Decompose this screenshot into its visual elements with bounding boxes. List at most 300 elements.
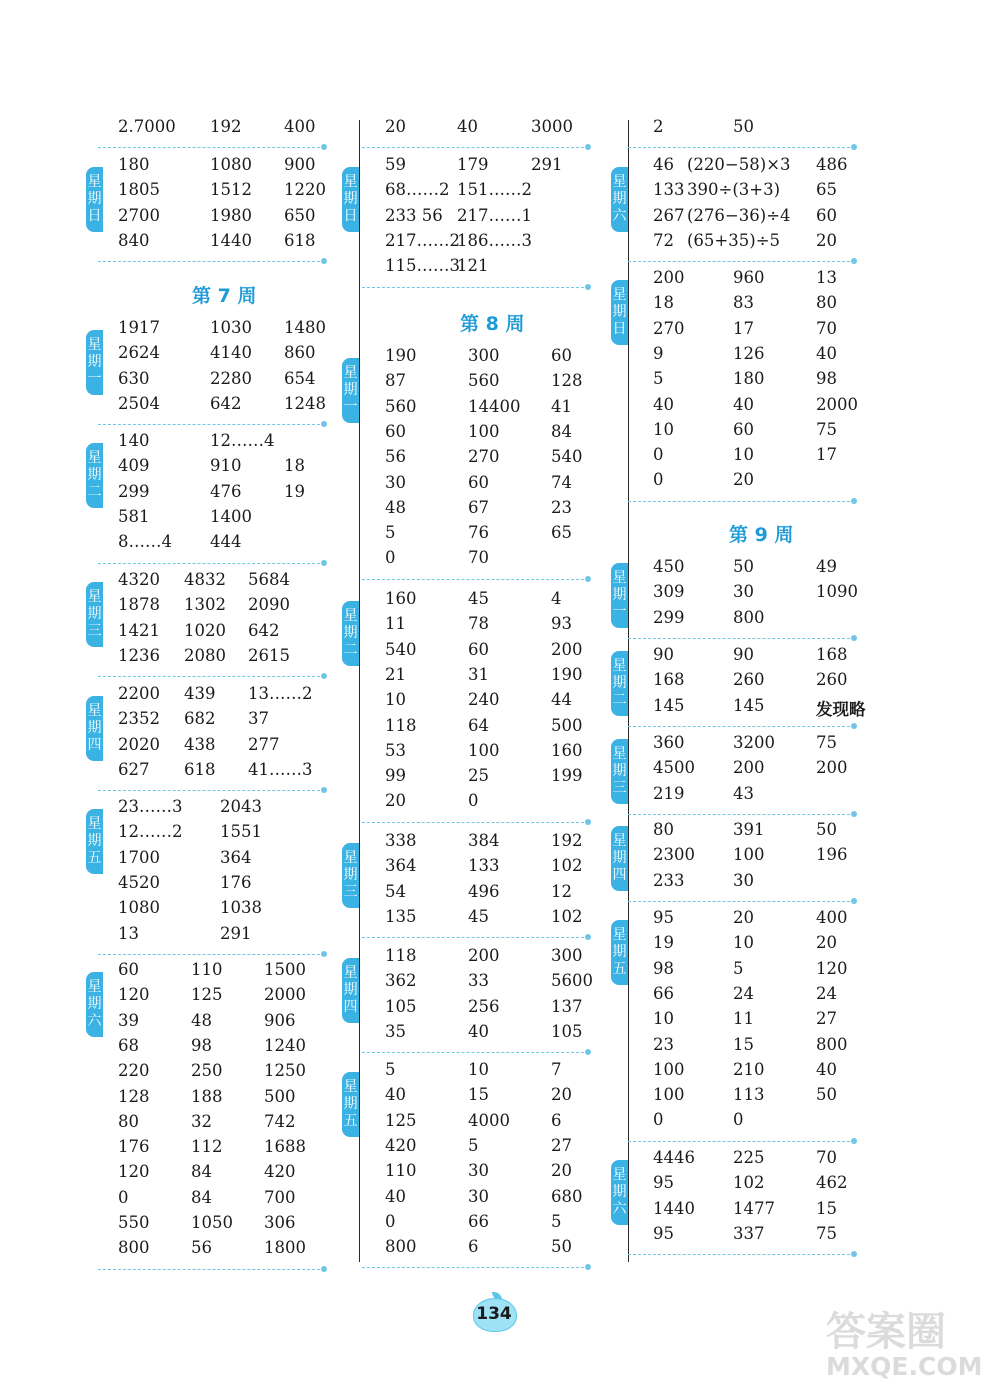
- answer-value: 309: [653, 582, 685, 602]
- answer-value: 800: [118, 1238, 150, 1258]
- answer-value: 540: [385, 639, 417, 659]
- answer-value: 3200: [733, 733, 775, 752]
- answer-value: 76: [468, 523, 489, 543]
- day-tab-char: 期: [612, 944, 627, 960]
- answer-value: 68: [118, 1035, 139, 1055]
- answer-value: 1440: [653, 1198, 695, 1218]
- day-tab-char: 期: [87, 833, 102, 849]
- answer-value: 41……3: [248, 759, 313, 779]
- answer-value: 179: [457, 155, 489, 174]
- answer-value: 99: [385, 766, 406, 786]
- answer-value: 210: [733, 1059, 765, 1079]
- answer-value: 1512: [210, 180, 252, 200]
- week-heading: 第 8 周: [460, 313, 525, 335]
- answer-value: 2080: [184, 645, 226, 665]
- answer-value: 4446: [653, 1148, 695, 1167]
- answer-value: 41: [551, 396, 572, 416]
- day-tab: [342, 1072, 359, 1137]
- answer-value: 9: [653, 343, 664, 363]
- answer-value: 581: [118, 506, 150, 526]
- answer-value: 420: [264, 1162, 296, 1182]
- answer-value: 67: [468, 497, 489, 517]
- answer-value: 72: [653, 230, 674, 250]
- answer-value: 550: [118, 1213, 150, 1232]
- answer-value: 1500: [264, 960, 306, 979]
- answer-value: 1800: [264, 1238, 306, 1258]
- answer-value: 1240: [264, 1035, 306, 1055]
- answer-value: 1050: [191, 1213, 233, 1232]
- answer-value: 188: [191, 1086, 223, 1106]
- answer-value: 270: [468, 447, 500, 467]
- answer-value: 500: [264, 1086, 296, 1106]
- answer-value: 0: [653, 445, 664, 465]
- answer-value: 118: [385, 715, 417, 735]
- answer-value: 53: [385, 740, 406, 760]
- answer-value: 1805: [118, 180, 160, 200]
- day-tab-char: 期: [343, 191, 358, 207]
- answer-value: 27: [551, 1135, 572, 1155]
- answer-value: 30: [733, 870, 754, 890]
- day-tab: [611, 651, 628, 716]
- day-tab: [86, 330, 103, 395]
- dashed-separator: [98, 1269, 320, 1270]
- answer-value: 54: [385, 881, 406, 901]
- dashed-separator: [628, 1141, 850, 1142]
- answer-value: 400: [284, 117, 316, 136]
- page-number-badge: [470, 1292, 520, 1332]
- answer-value: 800: [816, 1034, 848, 1054]
- day-tab: [611, 739, 628, 804]
- answer-value: 300: [468, 346, 500, 365]
- answer-value: 199: [551, 766, 583, 786]
- answer-value: 627: [118, 759, 150, 779]
- answer-value: 40: [385, 1085, 406, 1105]
- answer-value: 74: [551, 472, 572, 492]
- answer-value: 118: [385, 946, 417, 965]
- day-tab-char: 三: [343, 884, 358, 900]
- answer-value: 840: [118, 230, 150, 250]
- dashed-separator: [628, 147, 850, 148]
- answer-value: 225: [733, 1148, 765, 1167]
- answer-value: 618: [284, 230, 316, 250]
- answer-value: 35: [385, 1021, 406, 1041]
- answer-value: 906: [264, 1010, 296, 1030]
- day-tab-char: 期: [343, 625, 358, 641]
- answer-value: 192: [551, 831, 583, 850]
- day-tab-char: 期: [343, 982, 358, 998]
- answer-value: 98: [816, 369, 837, 389]
- answer-value: 364: [385, 856, 417, 876]
- answer-value: 60: [385, 421, 406, 441]
- answer-value: 115……3: [385, 256, 460, 276]
- answer-value: 240: [468, 690, 500, 710]
- answer-value: 5600: [551, 971, 593, 991]
- answer-value: 364: [220, 847, 252, 867]
- answer-value: 1090: [816, 582, 858, 602]
- answer-value: 102: [551, 856, 583, 876]
- answer-value: 80: [118, 1111, 139, 1131]
- answer-value: 3000: [531, 117, 573, 136]
- answer-value: 2200: [118, 684, 160, 703]
- day-tab: [86, 972, 103, 1037]
- answer-value: (65+35)÷5: [687, 230, 781, 250]
- answer-value: 1878: [118, 595, 160, 615]
- answer-value: 362: [385, 971, 417, 991]
- answer-value: 0: [385, 1211, 396, 1231]
- answer-value: 0: [468, 791, 479, 811]
- answer-value: 186……3: [457, 230, 532, 250]
- answer-value: 24: [733, 983, 754, 1003]
- day-tab-char: 一: [612, 604, 627, 620]
- answer-value: 2000: [264, 985, 306, 1005]
- answer-value: 100: [653, 1059, 685, 1079]
- dashed-separator: [98, 147, 320, 148]
- day-tab-char: 星: [87, 816, 102, 832]
- dashed-separator: [628, 814, 850, 815]
- day-tab: [342, 958, 359, 1023]
- answer-value: 128: [551, 371, 583, 391]
- answer-value: 5: [653, 369, 664, 389]
- answer-value: 0: [385, 548, 396, 568]
- answer-value: 19: [653, 933, 674, 953]
- answer-value: 20: [816, 230, 837, 250]
- answer-value: 1980: [210, 205, 252, 225]
- answer-value: 630: [118, 368, 150, 388]
- answer-value: 2300: [653, 845, 695, 865]
- answer-value: 500: [551, 715, 583, 735]
- answer-value: 2000: [816, 394, 858, 414]
- answer-value: 87: [385, 371, 406, 391]
- answer-value: 20: [551, 1161, 572, 1181]
- dashed-separator: [362, 937, 584, 938]
- day-tab-char: 五: [343, 1113, 358, 1129]
- answer-value: 18: [653, 293, 674, 313]
- answer-value: 18: [284, 456, 305, 476]
- answer-value: 75: [816, 419, 837, 439]
- dashed-separator: [362, 287, 584, 288]
- answer-value: 40: [468, 1021, 489, 1041]
- answer-value: 5: [385, 523, 396, 543]
- answer-value: 682: [184, 709, 216, 729]
- day-tab-char: 日: [612, 321, 627, 337]
- answer-value: 60: [816, 205, 837, 225]
- answer-value: 180: [118, 155, 150, 174]
- answer-value: 910: [210, 456, 242, 476]
- answer-value: 50: [733, 117, 754, 136]
- answer-value: 125: [385, 1110, 417, 1130]
- answer-value: 68……2: [385, 180, 450, 200]
- answer-value: 100: [468, 740, 500, 760]
- answer-value: 135: [385, 906, 417, 926]
- day-tab-char: 期: [612, 763, 627, 779]
- answer-value: 145: [653, 695, 685, 715]
- answer-value: 4: [551, 589, 562, 608]
- answer-value: 31: [468, 664, 489, 684]
- answer-value: 1551: [220, 822, 262, 842]
- day-tab-char: 星: [87, 174, 102, 190]
- answer-value: 49: [816, 557, 837, 576]
- answer-value: 45: [468, 906, 489, 926]
- answer-value: 20: [733, 908, 754, 927]
- answer-value: 84: [191, 1187, 212, 1207]
- answer-value: 2043: [220, 797, 262, 816]
- answer-value: 1080: [210, 155, 252, 174]
- answer-value: 2.7000: [118, 117, 176, 136]
- answer-value: 27: [816, 1009, 837, 1029]
- answer-value: 64: [468, 715, 489, 735]
- answer-value: 742: [264, 1111, 296, 1131]
- answer-value: 860: [284, 343, 316, 363]
- answer-value: 1400: [210, 506, 252, 526]
- answer-value: 168: [816, 645, 848, 664]
- answer-value: 95: [653, 1173, 674, 1193]
- dashed-separator: [362, 1052, 584, 1053]
- answer-value: 2700: [118, 205, 160, 225]
- answer-value: 300: [551, 946, 583, 965]
- dashed-separator: [628, 638, 850, 639]
- answer-value: 0: [118, 1187, 129, 1207]
- day-tab: [86, 443, 103, 508]
- answer-value: 4520: [118, 872, 160, 892]
- answer-value: 10: [468, 1060, 489, 1079]
- answer-value: 2090: [248, 595, 290, 615]
- dashed-separator: [628, 901, 850, 902]
- answer-value: 306: [264, 1213, 296, 1232]
- answer-value: 90: [653, 645, 674, 664]
- answer-value: 439: [184, 684, 216, 703]
- answer-value: 277: [248, 734, 280, 754]
- answer-value: 65: [816, 180, 837, 200]
- answer-value: 14400: [468, 396, 521, 416]
- answer-value: 40: [457, 117, 478, 136]
- week-heading: 第 7 周: [192, 285, 257, 307]
- answer-value: 59: [385, 155, 406, 174]
- dashed-separator: [628, 1254, 850, 1255]
- answer-value: 217……1: [457, 205, 532, 225]
- day-tab-char: 日: [343, 208, 358, 224]
- answer-value: 2: [653, 117, 664, 136]
- answer-value: 291: [220, 923, 252, 943]
- day-tab: [611, 1160, 628, 1225]
- answer-value: 37: [248, 709, 269, 729]
- dashed-separator: [628, 726, 850, 727]
- day-tab-char: 五: [87, 850, 102, 866]
- page-number: 134: [476, 1304, 512, 1324]
- day-tab-char: 四: [612, 867, 627, 883]
- dashed-separator: [98, 261, 320, 262]
- answer-value: 93: [551, 614, 572, 634]
- answer-value: 105: [385, 996, 417, 1016]
- answer-value: 642: [248, 620, 280, 640]
- answer-value: 128: [118, 1086, 150, 1106]
- week-heading: 第 9 周: [729, 524, 794, 546]
- day-tab-char: 星: [612, 833, 627, 849]
- answer-value: 10: [385, 690, 406, 710]
- answer-value: 66: [468, 1211, 489, 1231]
- answer-value: 1477: [733, 1198, 775, 1218]
- answer-value: 654: [284, 368, 316, 388]
- answer-value: 260: [733, 670, 765, 690]
- answer-value: 40: [385, 1186, 406, 1206]
- day-tab-char: 期: [612, 850, 627, 866]
- watermark-logo: 答案圈: [826, 1309, 946, 1355]
- answer-value: 65: [551, 523, 572, 543]
- dashed-separator: [98, 424, 320, 425]
- answer-value: 168: [653, 670, 685, 690]
- answer-value: 5: [468, 1135, 479, 1155]
- answer-value: 444: [210, 532, 242, 552]
- answer-value: 23: [551, 497, 572, 517]
- answer-value: 6: [468, 1237, 479, 1257]
- answer-value: 1038: [220, 898, 262, 918]
- day-tab-char: 二: [87, 484, 102, 500]
- answer-value: 126: [733, 343, 765, 363]
- answer-value: 160: [551, 740, 583, 760]
- answer-value: 70: [468, 548, 489, 568]
- answer-value: 98: [653, 958, 674, 978]
- answer-value: 102: [551, 906, 583, 926]
- answer-value: 10: [653, 419, 674, 439]
- answer-value: 30: [468, 1161, 489, 1181]
- dashed-separator: [362, 147, 584, 148]
- answer-value: 10: [733, 445, 754, 465]
- day-tab-char: 二: [343, 642, 358, 658]
- day-tab-char: 星: [612, 658, 627, 674]
- answer-value: 2352: [118, 709, 160, 729]
- answer-value: 160: [385, 589, 417, 608]
- answer-value: 1030: [210, 318, 252, 337]
- answer-value: 233: [653, 870, 685, 890]
- day-tab: [86, 582, 103, 647]
- answer-value: 110: [191, 960, 223, 979]
- dashed-separator: [628, 501, 850, 502]
- day-tab-char: 星: [87, 589, 102, 605]
- answer-value: 45: [468, 589, 489, 608]
- answer-value: 20: [385, 791, 406, 811]
- dashed-separator: [628, 261, 850, 262]
- answer-value: 15: [733, 1034, 754, 1054]
- answer-value: 40: [733, 394, 754, 414]
- answer-value: 1020: [184, 620, 226, 640]
- day-tab: [86, 696, 103, 761]
- answer-value: 337: [733, 1223, 765, 1243]
- answer-value: 48: [191, 1010, 212, 1030]
- answer-value: 11: [385, 614, 406, 634]
- day-tab-char: 星: [343, 965, 358, 981]
- answer-value: 291: [531, 155, 563, 174]
- day-tab: [342, 843, 359, 908]
- answer-value: 56: [191, 1238, 212, 1258]
- day-tab-char: 四: [343, 999, 358, 1015]
- answer-value: 8……4: [118, 532, 172, 552]
- answer-value: 10: [653, 1009, 674, 1029]
- answer-value: 1917: [118, 318, 160, 337]
- answer-value: 486: [816, 155, 848, 174]
- answer-value: 46: [653, 155, 674, 174]
- answer-value: 450: [653, 557, 685, 576]
- answer-value: 196: [816, 845, 848, 865]
- answer-value: 44: [551, 690, 572, 710]
- answer-value: 1220: [284, 180, 326, 200]
- answer-value: 2020: [118, 734, 160, 754]
- answer-value: 102: [733, 1173, 765, 1193]
- answer-value: 100: [733, 845, 765, 865]
- day-tab-char: 星: [87, 450, 102, 466]
- day-tab-char: 期: [343, 382, 358, 398]
- day-tab-char: 期: [612, 191, 627, 207]
- day-tab-char: 星: [87, 979, 102, 995]
- answer-value: 112: [191, 1137, 223, 1157]
- answer-value: 176: [220, 872, 252, 892]
- answer-value: 200: [733, 758, 765, 778]
- day-tab: [611, 167, 628, 232]
- answer-value: 0: [733, 1110, 744, 1130]
- day-tab: [342, 601, 359, 666]
- day-tab-char: 期: [343, 867, 358, 883]
- answer-value: 50: [816, 1085, 837, 1105]
- dashed-separator: [362, 822, 584, 823]
- answer-value: 960: [733, 268, 765, 287]
- dashed-separator: [98, 954, 320, 955]
- dashed-separator: [98, 676, 320, 677]
- answer-value: 120: [118, 985, 150, 1005]
- answer-value: 20: [385, 117, 406, 136]
- answer-value: 80: [653, 820, 674, 839]
- day-tab-char: 六: [87, 1013, 102, 1029]
- answer-value: 20: [816, 933, 837, 953]
- day-tab-char: 星: [612, 570, 627, 586]
- day-tab-char: 星: [612, 927, 627, 943]
- answer-value: 50: [551, 1237, 572, 1257]
- answer-value: 642: [210, 393, 242, 413]
- day-tab-char: 星: [343, 850, 358, 866]
- answer-value: 4832: [184, 570, 226, 589]
- answer-value: 217……2: [385, 230, 460, 250]
- answer-value: 24: [816, 983, 837, 1003]
- answer-value: 23: [653, 1034, 674, 1054]
- answer-value: 75: [816, 733, 837, 752]
- answer-value: 233 56: [385, 205, 443, 225]
- answer-value: 60: [468, 472, 489, 492]
- answer-value: 15: [468, 1085, 489, 1105]
- answer-value: 200: [653, 268, 685, 287]
- answer-value: 80: [816, 293, 837, 313]
- answer-value: 409: [118, 456, 150, 476]
- answer-value: 48: [385, 497, 406, 517]
- answer-value: 219: [653, 783, 685, 803]
- answer-value: 50: [733, 557, 754, 576]
- answer-value: 5: [551, 1211, 562, 1231]
- answer-value: 1080: [118, 898, 160, 918]
- day-tab-char: 六: [612, 1201, 627, 1217]
- answer-value: 12: [551, 881, 572, 901]
- day-tab-char: 星: [343, 365, 358, 381]
- day-tab-char: 星: [343, 174, 358, 190]
- day-tab-char: 三: [87, 623, 102, 639]
- answer-value: 110: [385, 1161, 417, 1181]
- answer-value: 5: [733, 958, 744, 978]
- dashed-separator: [362, 579, 584, 580]
- answer-value: 43: [733, 783, 754, 803]
- day-tab-char: 期: [87, 606, 102, 622]
- day-tab-char: 期: [87, 191, 102, 207]
- day-tab: [342, 167, 359, 232]
- answer-value: 800: [733, 607, 765, 627]
- answer-value: 176: [118, 1137, 150, 1157]
- answer-value: 360: [653, 733, 685, 752]
- day-tab-char: 期: [87, 996, 102, 1012]
- answer-value: 650: [284, 205, 316, 225]
